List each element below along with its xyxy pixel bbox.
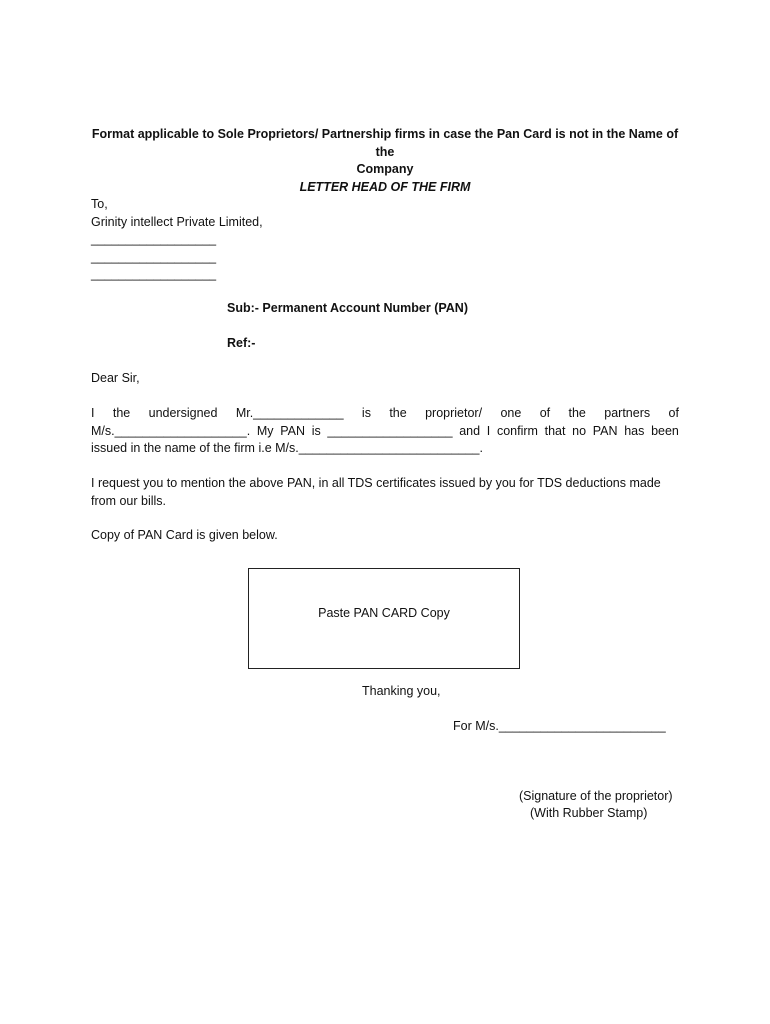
word: I (91, 406, 95, 420)
word: I (486, 423, 491, 438)
word: is (311, 423, 321, 438)
word: partners (604, 406, 651, 420)
ref-line: Ref:- (227, 336, 256, 350)
address-blank-line: __________________ (91, 232, 217, 246)
document-title (91, 126, 679, 196)
word: no (572, 423, 587, 438)
word: that (544, 423, 566, 438)
word: M/s.___________________. (91, 423, 251, 438)
word: PAN (280, 423, 305, 438)
letterhead-subtitle: LETTER HEAD OF THE FIRM (299, 179, 471, 194)
word: PAN (592, 423, 618, 438)
recipient-address (91, 196, 263, 284)
pan-card-paste-label: Paste PAN CARD Copy (318, 606, 450, 620)
paragraph-declaration (91, 405, 679, 458)
address-blank-line: __________________ (91, 249, 217, 264)
word: proprietor/ (425, 406, 483, 420)
paragraph-line: issued in the name of the firm i.e M/s.__________________________. (91, 441, 483, 455)
word: of (539, 406, 551, 420)
word: of (668, 406, 679, 420)
word: been (651, 423, 679, 438)
closing-for-firm: For M/s.________________________ (453, 719, 666, 733)
justified-line (91, 423, 679, 441)
signature-label: (Signature of the proprietor) (519, 789, 673, 803)
subject-line: Sub:- Permanent Account Number (PAN) (227, 301, 468, 315)
word: is (361, 406, 371, 420)
address-blank-line: __________________ (91, 267, 217, 281)
word: __________________ (327, 423, 453, 438)
word: undersigned (148, 406, 218, 420)
paragraph-line: I request you to mention the above PAN, in all TDS certificates issued by you for TDS deductions made (91, 476, 661, 490)
pan-card-paste-box (248, 568, 520, 669)
justified-line (91, 405, 679, 423)
word: and (459, 423, 481, 438)
address-to: To, (91, 197, 108, 211)
word: has (624, 423, 645, 438)
word: the (568, 406, 586, 420)
title-line-2: Company (356, 162, 414, 176)
word: confirm (496, 423, 538, 438)
rubber-stamp-label: (With Rubber Stamp) (530, 806, 648, 820)
word: the (112, 406, 131, 420)
word: the (389, 406, 407, 420)
title-line-1: Format applicable to Sole Proprietors/ Partnership firms in case the Pan Card is not in the Name of the (91, 127, 679, 159)
paragraph-copy-note: Copy of PAN Card is given below. (91, 528, 278, 542)
address-recipient: Grinity intellect Private Limited, (91, 214, 263, 229)
word: My (256, 423, 274, 438)
salutation: Dear Sir, (91, 371, 140, 385)
closing-thanks: Thanking you, (362, 684, 441, 698)
paragraph-line: from our bills. (91, 493, 167, 508)
paragraph-request (91, 475, 679, 510)
word: Mr._____________ (235, 406, 344, 420)
word: one (500, 406, 522, 420)
